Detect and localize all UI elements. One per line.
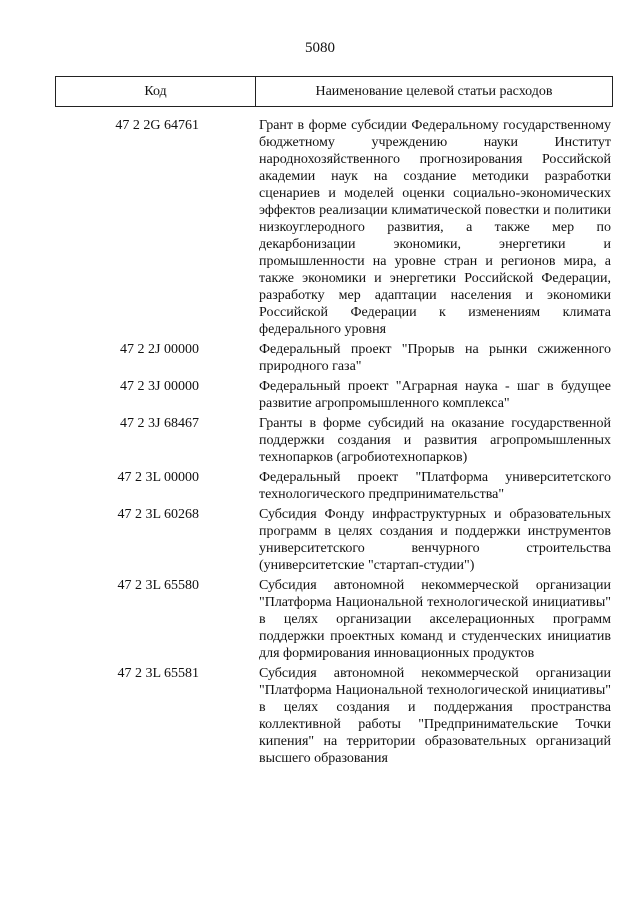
row-name: Субсидия автономной некоммерческой организации "Платформа Национальной технологической инициативы" в целях создания и поддержания пространства коллективной работы "Предпринимательские Точки кипения" на территории образовательных организаций высшего образования <box>259 666 611 766</box>
header-code-column: Код <box>56 77 256 106</box>
row-name: Гранты в форме субсидий на оказание государственной поддержки создания и развития агропромышленных технопарков (агробиотехнопарков) <box>259 416 611 465</box>
row-code: 47 2 3L 00000 <box>117 470 199 485</box>
table-row <box>0 665 640 767</box>
table-row <box>0 469 640 503</box>
header-name-column: Наименование целевой статьи расходов <box>315 83 553 99</box>
table-row <box>0 577 640 662</box>
row-name: Субсидия Фонду инфраструктурных и образовательных программ в целях создания и поддержки инструментов университетского венчурного строительства (университетские "стартап-студии") <box>259 507 611 573</box>
table-row <box>0 341 640 375</box>
row-code: 47 2 2J 00000 <box>120 342 199 357</box>
row-name: Федеральный проект "Аграрная наука - шаг в будущее развитие агропромышленного комплекса" <box>259 379 611 411</box>
table-body <box>0 117 640 770</box>
row-code: 47 2 3L 65581 <box>117 666 199 681</box>
row-code: 47 2 3L 65580 <box>117 578 199 593</box>
row-code: 47 2 3J 68467 <box>120 416 199 431</box>
table-row <box>0 415 640 466</box>
table-row <box>0 117 640 338</box>
row-name: Федеральный проект "Прорыв на рынки сжиженного природного газа" <box>259 342 611 374</box>
page-number: 5080 <box>305 40 335 56</box>
row-code: 47 2 3L 60268 <box>117 507 199 522</box>
row-code: 47 2 3J 00000 <box>120 379 199 394</box>
row-name: Федеральный проект "Платформа университетского технологического предпринимательства" <box>259 470 611 502</box>
table-header <box>55 76 613 107</box>
table-row <box>0 506 640 574</box>
row-code: 47 2 2G 64761 <box>115 118 199 133</box>
row-name: Субсидия автономной некоммерческой организации "Платформа Национальной технологической инициативы" в целях организации акселерационных программ поддержки проектных команд и студенческих инициатив для формирования инновационных продуктов <box>259 578 611 661</box>
row-name: Грант в форме субсидии Федеральному государственному бюджетному учреждению науки Институт народнохозяйственного прогнозирования Российской академии наук на создание методики разработки сценариев и моделей оценки социально-экономических эффектов реализации климатической повестки и политики низкоуглеродного развития, а также мер по декарбонизации экономики, энергетики и промышленности на уровне стран и регионов мира, а также экономики и энергетики Российской Федерации, разработку мер адаптации населения и экономики Российской Федерации к изменениям климата федерального уровня <box>259 118 611 337</box>
table-row <box>0 378 640 412</box>
